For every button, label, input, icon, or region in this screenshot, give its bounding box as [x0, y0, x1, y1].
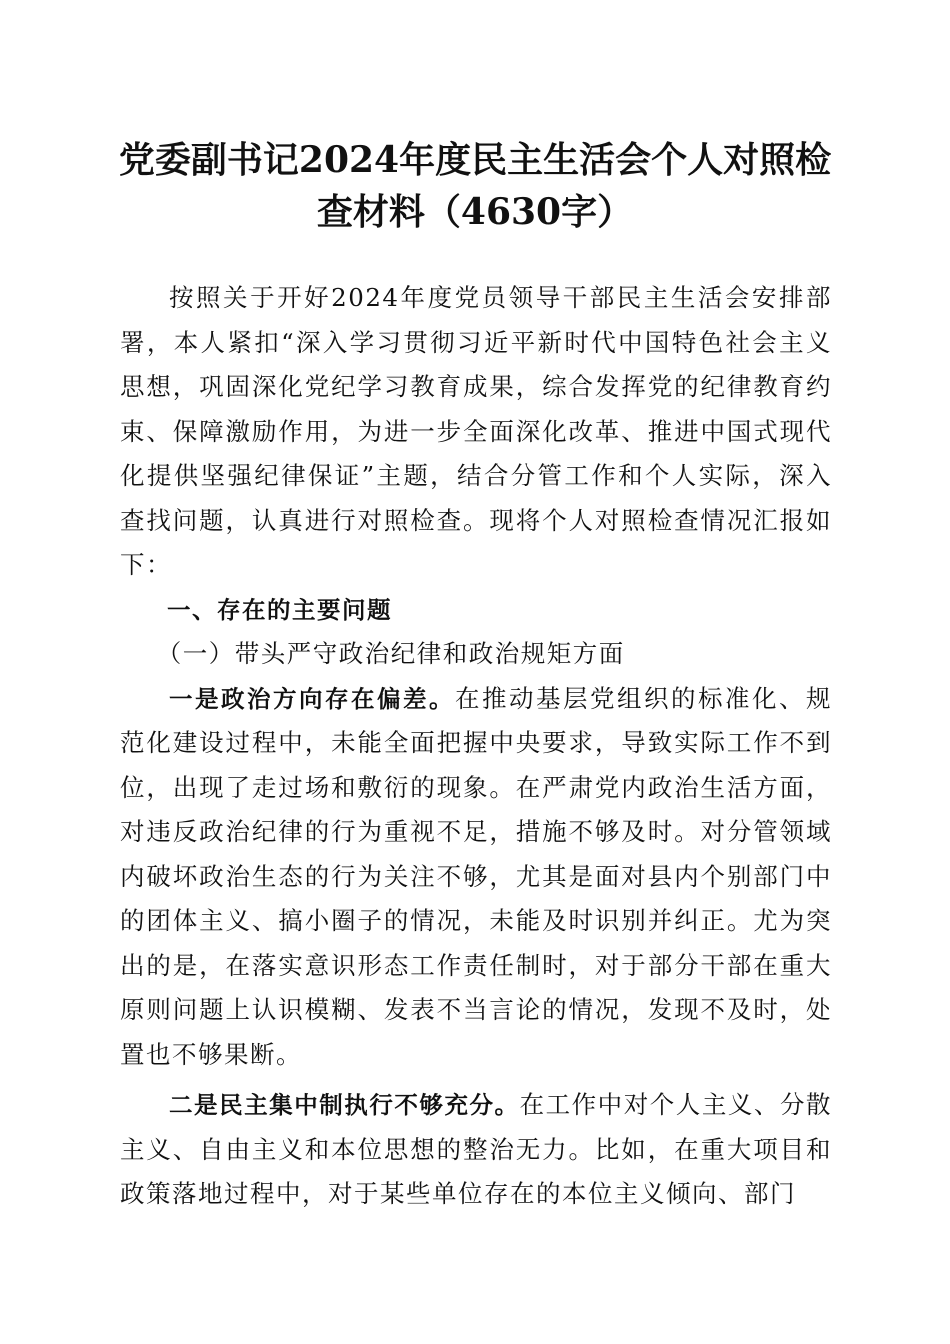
intro-paragraph: 按照关于开好2024年度党员领导干部民主生活会安排部署，本人紧扣“深入学习贯彻习近平新时代中国特色社会主义思想，巩固深化党纪学习教育成果，综合发挥党的纪律教育约束、保障激励作用，为进一步全面深化改革、推进中国式现代化提供坚强纪律保证”主题，结合分管工作和个人实际，深入查找问题，认真进行对照检查。现将个人对照检查情况汇报如下： [120, 283, 832, 579]
document-title [100, 134, 850, 238]
title-line-2: 查材料（4630字） [316, 191, 634, 233]
subsection-heading-1: （一）带头严守政治纪律和政治规矩方面 [156, 639, 625, 668]
document-body [120, 276, 832, 1217]
point-1-lead: 一是政治方向存在偏差。 [169, 684, 455, 713]
point-1-body: 在推动基层党组织的标准化、规范化建设过程中，未能全面把握中央要求，导致实际工作不到位，出现了走过场和敷衍的现象。在严肃党内政治生活方面，对违反政治纪律的行为重视不足，措施不够及时。对分管领域内破坏政治生态的行为关注不够，尤其是面对县内个别部门中的团体主义、搞小圈子的情况，未能及时识别并纠正。尤为突出的是，在落实意识形态工作责任制时，对于部分干部在重大原则问题上认识模糊、发表不当言论的情况，发现不及时，处置也不够果断。 [120, 683, 832, 1069]
point-2-body: 在工作中对个人主义、分散主义、自由主义和本位思想的整治无力。比如，在重大项目和政策落地过程中，对于某些单位存在的本位主义倾向、部门 [120, 1090, 833, 1208]
point-2-lead: 二是民主集中制执行不够充分。 [169, 1091, 520, 1119]
point-2-paragraph [120, 1083, 832, 1217]
point-1-paragraph [120, 677, 832, 1078]
title-line-1: 党委副书记2024年度民主生活会个人对照检 [118, 139, 832, 181]
section-heading-1: 一、存在的主要问题 [167, 595, 392, 624]
